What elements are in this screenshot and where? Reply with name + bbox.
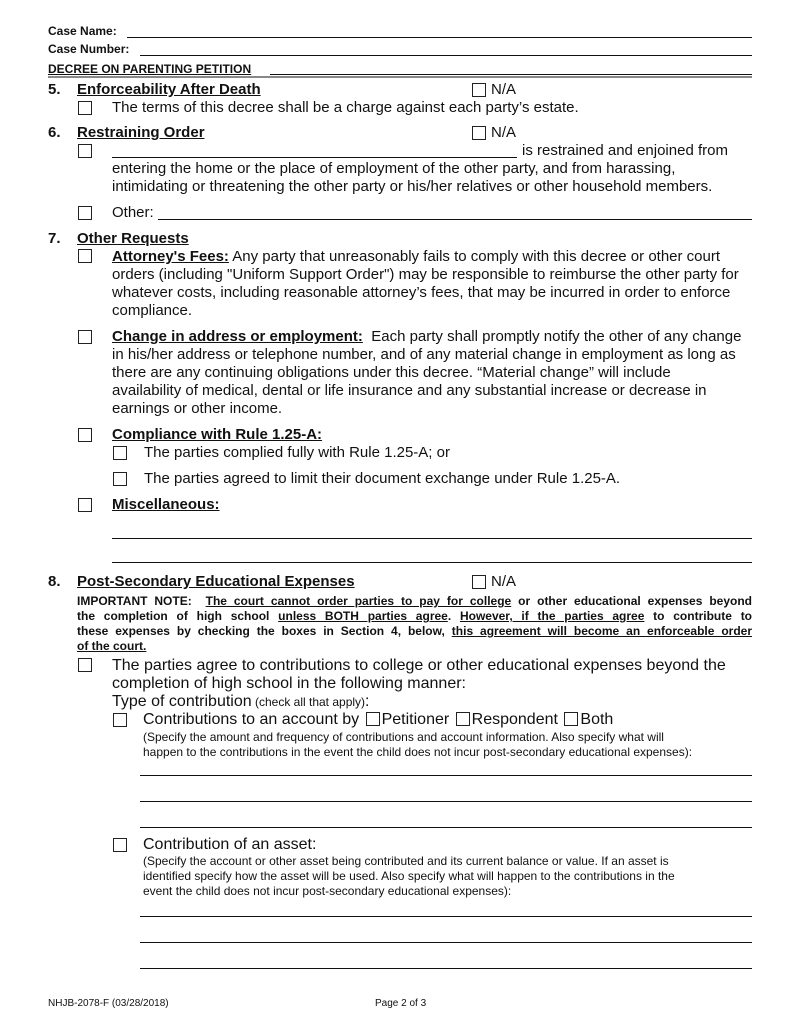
attorneys-fees-title: Attorney's Fees: [112,248,229,265]
miscellaneous-title: Miscellaneous: [112,496,220,513]
estate-charge-text: The terms of this decree shall be a charge against each party’s estate. [112,99,579,116]
both-label: Both [580,711,614,728]
asset-help-text: (Specify the account or other asset being contributed and its current balance or value. If an asset is identified specify how the asset will be used. Also specify what will happen to the contributions in the event the child does not incur post-secondary educational expenses): [143,854,675,898]
agree-contributions-text [112,657,726,693]
account-details-line[interactable] [140,827,752,828]
estate-charge-checkbox[interactable] [78,101,92,115]
asset-details-line[interactable] [140,916,752,917]
asset-details-line[interactable] [140,942,752,943]
agree-contributions-checkbox[interactable] [78,658,92,672]
text-line: in his/her address or telephone number, and of any material change in employment as long as [112,346,736,363]
miscellaneous-checkbox[interactable] [78,498,92,512]
section-6-number: 6. [48,124,61,141]
respondent-checkbox[interactable] [456,712,470,726]
change-address-title: Change in address or employment: [112,328,363,345]
text-line: orders (including "Uniform Support Order") may be responsible to reimburse the other party for [112,266,739,283]
account-contribution-checkbox[interactable] [113,713,127,727]
section-7-number: 7. [48,230,61,247]
change-address-checkbox[interactable] [78,330,92,344]
text-line: completion of high school in the following manner: [112,675,466,692]
account-help-text: (Specify the amount and frequency of contributions and account information. Also specify what will happen to the contributions in the event the child does not incur post-secondary educational expenses): [143,730,693,759]
text-line: whatever costs, including reasonable attorney’s fees, that may be incurred in order to enforce [112,284,731,301]
respondent-label: Respondent [471,711,558,728]
text-line: there are any continuing obligations under this decree. “Material change” will include [112,364,671,381]
limited-exchange-checkbox[interactable] [113,472,127,486]
text-line: Any party that unreasonably fails to comply with this decree or other court [228,248,721,265]
restrained-text: is restrained and enjoined from [522,142,728,159]
limited-exchange-text: The parties agreed to limit their document exchange under Rule 1.25-A. [144,470,621,487]
restraining-text-line: intimidating or threatening the other party or his/her relatives or other household members. [112,178,713,195]
case-number-field[interactable] [140,55,752,56]
section-5-na-label: N/A [491,81,517,98]
other-restraint-checkbox[interactable] [78,206,92,220]
text-line: Each party shall promptly notify the other of any change [362,328,742,345]
section-5-na-checkbox[interactable] [472,83,486,97]
miscellaneous-field-line[interactable] [112,562,752,563]
both-checkbox[interactable] [564,712,578,726]
account-contribution-label: Contributions to an account by [143,711,360,728]
restrained-party-field[interactable] [112,157,517,158]
petitioner-checkbox[interactable] [366,712,380,726]
important-note: IMPORTANT NOTE: The court cannot order parties to pay for college or other educational expenses beyond the completion of high school unless BOTH parties agree. However, if the parties agree to contribute to these expenses by checking the boxes in Section 4, below, this agreement will become an enforceable order of the court. [77,594,753,653]
case-number-label: Case Number: [48,42,130,56]
other-field[interactable] [158,219,752,220]
title-underline [270,74,752,75]
compliance-title: Compliance with Rule 1.25-A: [112,426,323,443]
section-5-number: 5. [48,81,61,98]
attorneys-fees-paragraph [112,248,739,320]
text-line: The parties agree to contributions to college or other educational expenses beyond the [112,657,726,674]
text-line: compliance. [112,302,193,319]
section-6-na-label: N/A [491,124,517,141]
type-of-contribution-label: Type of contribution (check all that apply): [112,693,370,710]
text-line: earnings or other income. [112,400,283,417]
section-7-title: Other Requests [77,230,189,247]
section-8-na-label: N/A [491,573,517,590]
complied-fully-text: The parties complied fully with Rule 1.25-A; or [144,444,450,461]
document-title: DECREE ON PARENTING PETITION [48,62,252,76]
account-details-line[interactable] [140,801,752,802]
change-address-paragraph [112,328,741,418]
restraining-order-checkbox[interactable] [78,144,92,158]
asset-contribution-label: Contribution of an asset: [143,836,317,853]
section-5-title: Enforceability After Death [77,81,261,98]
petitioner-label: Petitioner [381,711,450,728]
header-divider [48,76,752,78]
page-number: Page 2 of 3 [375,998,427,1009]
section-8-na-checkbox[interactable] [472,575,486,589]
attorneys-fees-checkbox[interactable] [78,249,92,263]
asset-details-line[interactable] [140,968,752,969]
asset-contribution-checkbox[interactable] [113,838,127,852]
case-name-field[interactable] [127,37,752,38]
account-details-line[interactable] [140,775,752,776]
restraining-text-line: entering the home or the place of employment of the other party, and from harassing, [112,160,676,177]
account-contribution-row [143,711,613,729]
section-8-number: 8. [48,573,61,590]
text-line: availability of medical, dental or life insurance and any substantial increase or decrease in [112,382,707,399]
case-name-label: Case Name: [48,24,117,38]
form-id: NHJB-2078-F (03/28/2018) [48,998,169,1009]
section-8-title: Post-Secondary Educational Expenses [77,573,355,590]
section-6-title: Restraining Order [77,124,205,141]
complied-fully-checkbox[interactable] [113,446,127,460]
miscellaneous-field-line[interactable] [112,538,752,539]
other-label: Other: [112,204,154,221]
section-6-na-checkbox[interactable] [472,126,486,140]
compliance-checkbox[interactable] [78,428,92,442]
